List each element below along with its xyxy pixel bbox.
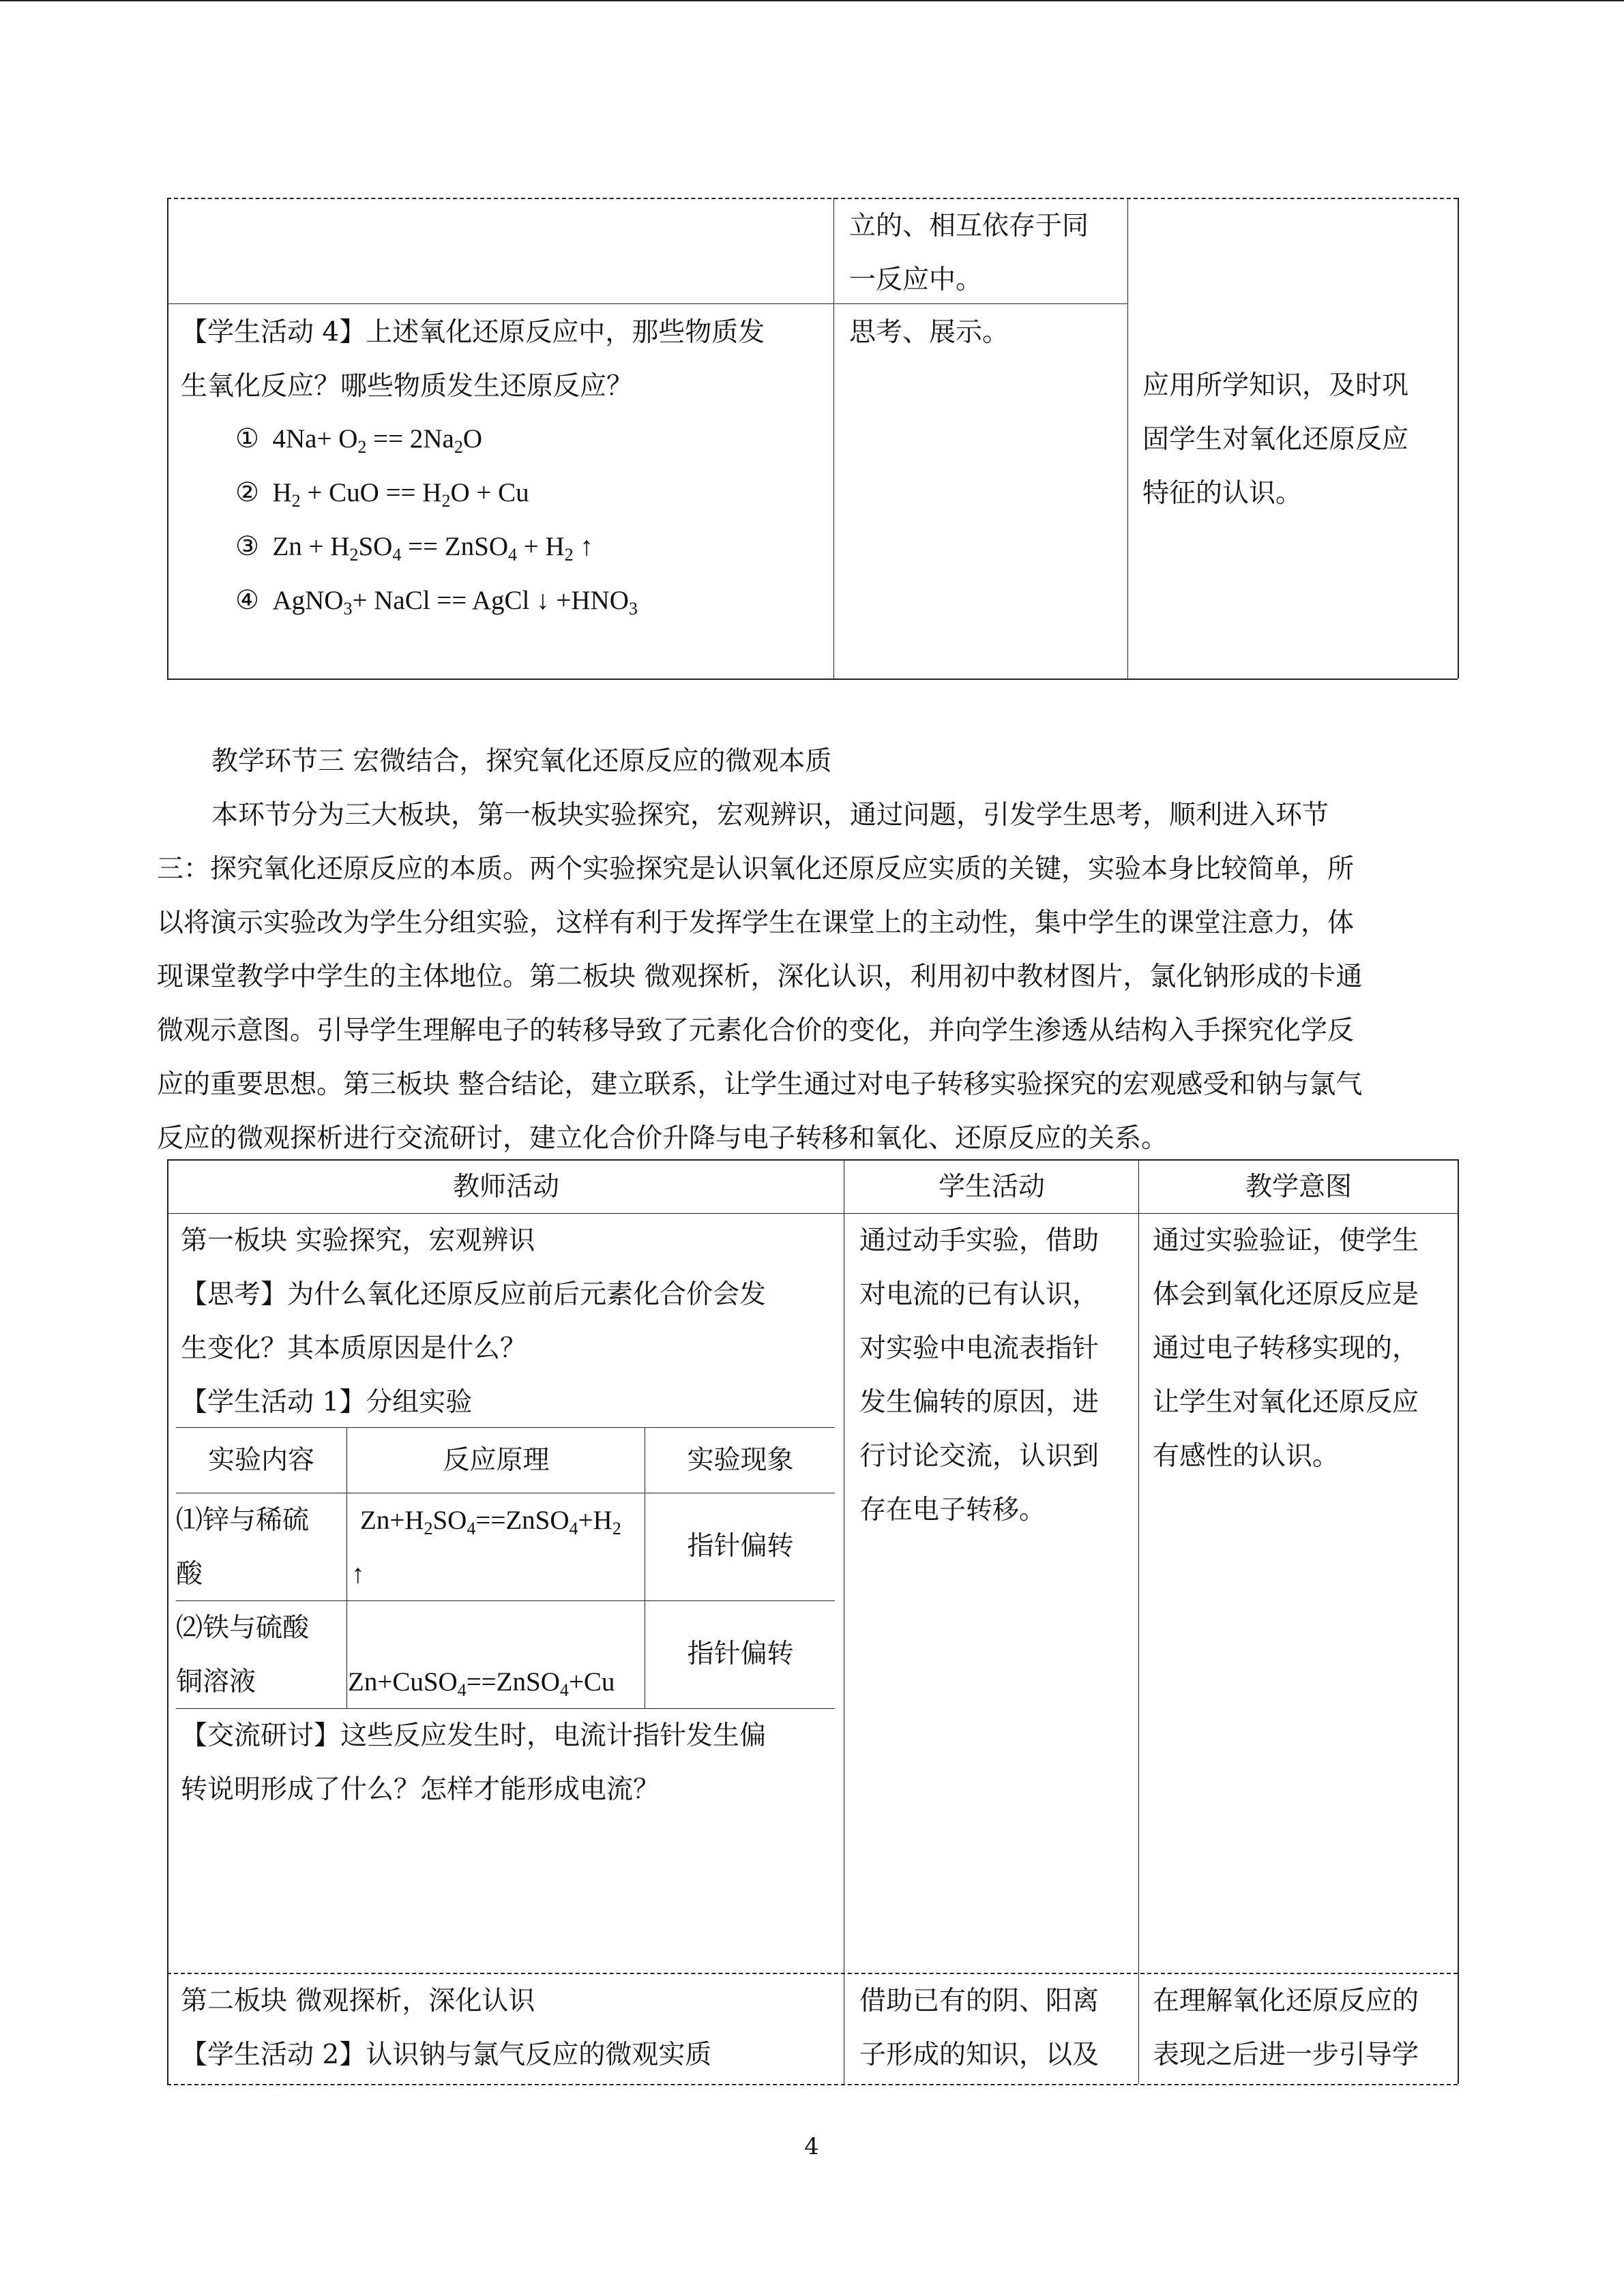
paragraph-line: 微观示意图。引导学生理解电子的转移导致了元素化合价的变化，并向学生渗透从结构入手探究化学反 <box>157 1015 1355 1046</box>
intent-line: 固学生对氧化还原反应 <box>1142 424 1409 455</box>
exp-header-content: 实验内容 <box>207 1445 314 1476</box>
teacher-line: 【学生活动 4】上述氧化还原反应中，那些物质发 <box>181 317 765 348</box>
table1-row1-student-cell <box>849 199 1089 307</box>
teacher-line: 生变化？其本质原因是什么？ <box>181 1333 527 1364</box>
intent-line: 特征的认识。 <box>1142 478 1303 509</box>
cell-line: 立的、相互依存于同 <box>849 211 1089 241</box>
paragraph-line: 三：探究氧化还原反应的本质。两个实验探究是认识氧化还原反应实质的关键，实验本身比较简单，所 <box>157 854 1355 884</box>
block2-student-cell: 借助已有的阴、阳离 子形成的知识，以及 <box>859 1986 1099 2070</box>
paragraph-line: 以将演示实验改为学生分组实验，这样有利于发挥学生在课堂上的主动性，集中学生的课堂注意力，体 <box>157 908 1355 938</box>
header-intent: 教学意图 <box>1245 1172 1352 1202</box>
table2-col-divider-2 <box>1138 1159 1139 2084</box>
student-text: 思考、展示。 <box>849 317 1009 348</box>
teacher-line: 【思考】为什么氧化还原反应前后元素化合价会发 <box>181 1279 767 1310</box>
exp-row2-principle: Zn+CuSO$_4$==ZnSO$_4$+Cu <box>348 1667 615 1700</box>
block1-teacher-cell <box>181 1214 766 1429</box>
exp-row2-content: ⑵铁与硫酸 铜溶液 <box>176 1613 310 1697</box>
cell-line: 一反应中。 <box>849 265 983 295</box>
block1-intent-cell: 通过实验验证，使学生 体会到氧化还原反应是 通过电子转移实现的， 让学生对氧化还原反应 有感性的认识。 <box>1153 1225 1419 1472</box>
discussion-text: 【交流研讨】这些反应发生时，电流计指针发生偏 转说明形成了什么？怎样才能形成电流？ <box>181 1720 767 1805</box>
table2-bottom-border <box>167 2084 1458 2085</box>
paragraph-line: 本环节分为三大板块，第一板块实验探究，宏观辨识，通过问题，引发学生思考，顺利进入环节 <box>211 800 1329 831</box>
teacher-line: 第一板块 实验探究，宏观辨识 <box>181 1225 535 1256</box>
section-paragraph <box>157 788 1362 1165</box>
table1-left-border <box>167 198 168 679</box>
exp-row1-phenomenon: 指针偏转 <box>687 1531 794 1562</box>
block1-student-cell: 通过动手实验，借助 对电流的已有认识， 对实验中电流表指针 发生偏转的原因，进 行讨论交流，认识到 存在电子转移。 <box>859 1225 1099 1525</box>
page-top-rule <box>0 0 1624 1</box>
exp-row1-principle: $Zn+H_2SO_4==ZnSO_4+H_2$ <box>360 1506 621 1538</box>
paragraph-line: 现课堂教学中学生的主体地位。第二板块 微观探析，深化认识，利用初中教材图片，氯化钠形成的卡通 <box>157 961 1363 992</box>
table2-right-border <box>1458 1159 1459 2084</box>
intent-line: 应用所学知识，及时巩 <box>1142 370 1409 401</box>
table1-col-divider-2 <box>1127 198 1128 679</box>
exp-row1-content: ⑴锌与稀硫 酸 <box>176 1505 310 1590</box>
exp-top <box>176 1427 835 1428</box>
page-number: 4 <box>804 2133 819 2160</box>
exp-col-divider-1 <box>346 1427 347 1708</box>
paragraph-line: 反应的微观探析进行交流研讨，建立化合价升降与电子转移和氧化、还原反应的关系。 <box>157 1123 1168 1154</box>
table2-left-border <box>167 1159 168 2084</box>
block2-intent-cell: 在理解氧化还原反应的 表现之后进一步引导学 <box>1153 1986 1419 2070</box>
equation-3: ③ $Zn + H_2SO_4$ == ZnSO$_4$ + $H_2$ ↑ <box>235 532 593 565</box>
exp-row2-phenomenon: 指针偏转 <box>687 1639 794 1669</box>
exp-header-phenomenon: 实验现象 <box>687 1445 794 1476</box>
teacher-line: 生氧化反应？哪些物质发生还原反应？ <box>181 371 634 402</box>
table1-col-divider-1 <box>833 198 834 679</box>
exp-header-principle: 反应原理 <box>443 1445 550 1476</box>
equation-list <box>235 412 638 627</box>
table1-right-border <box>1458 198 1459 679</box>
equation-4: ④ AgNO$_3$+ NaCl == AgCl ↓ $+HNO_3$ <box>235 586 638 618</box>
table1-row2-teacher-cell <box>181 305 765 413</box>
header-teacher: 教师活动 <box>452 1172 559 1202</box>
table1-row2-student-cell <box>849 305 1009 359</box>
exp-row1-principle-tail: ↑ <box>351 1560 365 1589</box>
equation-2: ② $H_2$ + CuO == $H_2O + Cu$ <box>235 478 529 511</box>
table1-intent-cell <box>1142 359 1408 520</box>
table1-bottom-border <box>167 679 1458 680</box>
equation-1: ① $4Na+ O_2 == 2Na_2O$ <box>235 424 482 457</box>
header-student: 学生活动 <box>938 1172 1045 1202</box>
section-heading: 教学环节三 宏微结合，探究氧化还原反应的微观本质 <box>211 746 832 777</box>
teacher-line: 【学生活动 1】分组实验 <box>181 1387 473 1418</box>
table1-top-border <box>167 198 1458 199</box>
block2-teacher-cell: 第二板块 微观探析，深化认识 【学生活动 2】认识钠与氯气反应的微观实质 <box>181 1986 712 2070</box>
paragraph-line: 应的重要思想。第三板块 整合结论，建立联系，让学生通过对电子转移实验探究的宏观感受和钠与氯气 <box>157 1069 1363 1100</box>
